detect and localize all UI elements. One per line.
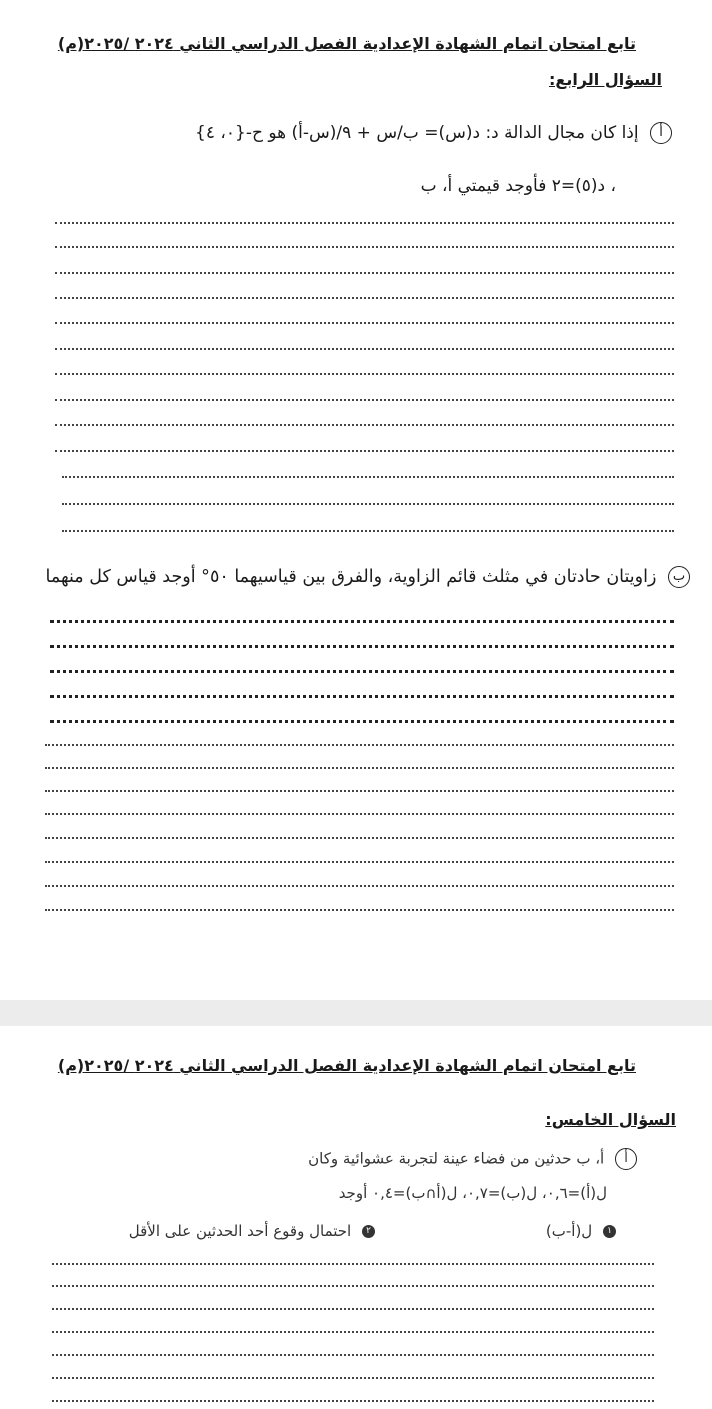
answer-line xyxy=(52,1285,654,1287)
answer-line xyxy=(45,767,674,769)
question-title: السؤال الرابع: xyxy=(548,70,662,89)
answer-line xyxy=(62,503,674,505)
answer-line xyxy=(52,1354,654,1356)
answer-line xyxy=(52,1377,654,1379)
answer-line xyxy=(55,399,674,401)
answer-line xyxy=(52,1400,654,1402)
page-header: تابع امتحان اتمام الشهادة الإعدادية الفصل الدراسي الثاني ٢٠٢٤ /٢٠٢٥(م) xyxy=(57,34,636,53)
sub-question-number: ٢ xyxy=(362,1225,375,1238)
answer-line xyxy=(55,348,674,350)
sub-question-number: ١ xyxy=(603,1225,616,1238)
question-number: أ xyxy=(650,122,672,144)
answer-line xyxy=(45,909,674,911)
question-line xyxy=(308,1148,637,1170)
answer-line xyxy=(45,861,674,863)
page-header: تابع امتحان اتمام الشهادة الإعدادية الفصل الدراسي الثاني ٢٠٢٤ /٢٠٢٥(م) xyxy=(57,1056,636,1075)
question-text: أ، ب حدثين من فضاء عينة لتجربة عشوائية وكان xyxy=(308,1149,605,1168)
question-line xyxy=(339,1184,607,1202)
question-line xyxy=(421,176,616,196)
answer-line xyxy=(50,720,674,723)
answer-line xyxy=(45,744,674,746)
question-number: ب xyxy=(668,566,690,588)
answer-line xyxy=(52,1331,654,1333)
answer-line xyxy=(52,1308,654,1310)
page-separator xyxy=(0,1000,712,1026)
answer-line xyxy=(55,246,674,248)
answer-line xyxy=(50,620,674,623)
question-line xyxy=(546,1222,616,1240)
answer-line xyxy=(55,373,674,375)
answer-line xyxy=(45,885,674,887)
answer-line xyxy=(55,272,674,274)
question-text: إذا كان مجال الدالة د: د(س)= ب/س + ٩/(س-أ) هو ح-{٠، ٤} xyxy=(195,123,639,143)
question-text: ، د(٥)=٢ فأوجد قيمتي أ، ب xyxy=(420,176,616,196)
question-text: احتمال وقوع أحد الحدثين على الأقل xyxy=(128,1222,352,1240)
question-line xyxy=(46,566,690,588)
answer-line xyxy=(55,424,674,426)
answer-line xyxy=(45,813,674,815)
question-text: ل(أ-ب) xyxy=(545,1222,593,1240)
exam-page-2 xyxy=(0,1026,712,1409)
question-line xyxy=(129,1222,375,1240)
answer-line xyxy=(50,695,674,698)
question-line xyxy=(195,122,672,144)
answer-line xyxy=(55,222,674,224)
answer-line xyxy=(62,530,674,532)
question-text: ل(أ)=٠,٦، ل(ب)=٠,٧، ل(أ∩ب)=٠,٤ أوجد xyxy=(338,1184,607,1202)
answer-line xyxy=(45,790,674,792)
answer-line xyxy=(55,450,674,452)
answer-line xyxy=(52,1263,654,1265)
answer-line xyxy=(55,297,674,299)
answer-line xyxy=(62,476,674,478)
answer-line xyxy=(50,670,674,673)
question-title: السؤال الخامس: xyxy=(545,1110,676,1129)
answer-line xyxy=(55,322,674,324)
answer-line xyxy=(50,645,674,648)
answer-line xyxy=(45,837,674,839)
question-number: أ xyxy=(615,1148,637,1170)
question-text: زاويتان حادتان في مثلث قائم الزاوية، والفرق بين قياسيهما ٥٠° أوجد قياس كل منهما xyxy=(45,567,657,587)
